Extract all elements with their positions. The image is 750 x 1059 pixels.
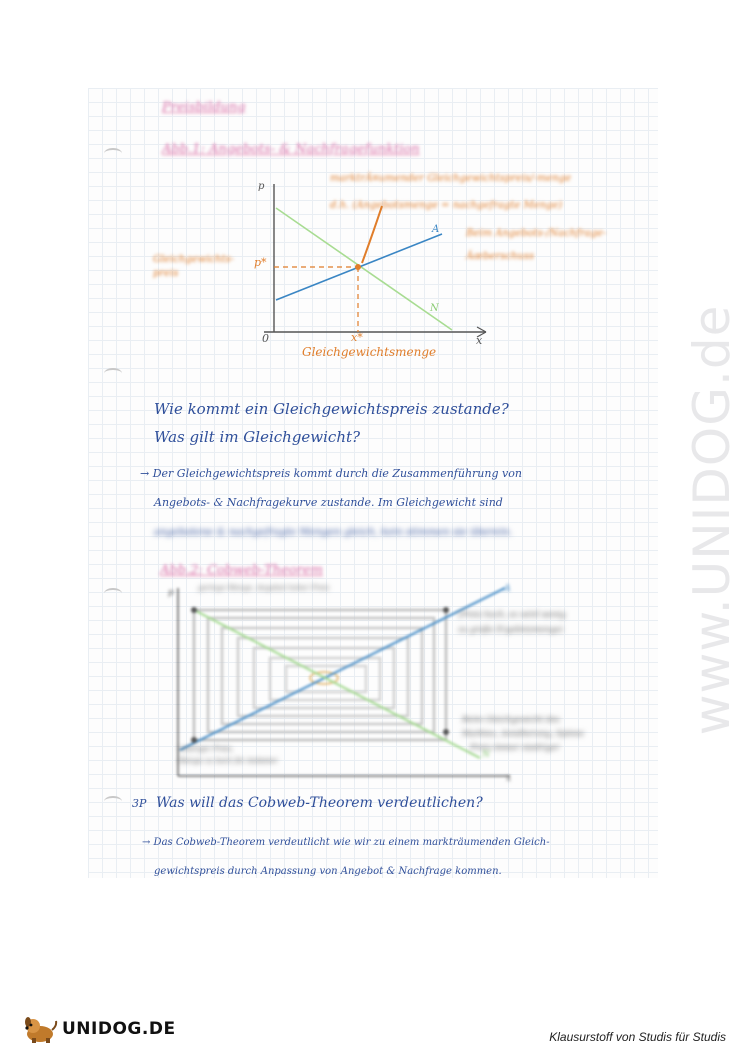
logo-text: UNIDOG.DE	[62, 1019, 176, 1039]
answer1-line2: Angebots- & Nachfragekurve zustande. Im Gleichgewicht sind	[154, 496, 503, 509]
note-bottom-left: niedriger Preis,	[178, 745, 234, 753]
punch-hole-mark	[104, 588, 122, 599]
origin-label: 0	[262, 332, 269, 345]
punch-hole-mark	[104, 368, 122, 379]
annotation-line4: Ãœberschuss	[466, 251, 535, 262]
figure1-chart	[140, 160, 660, 370]
figure1-y-axis-label: p	[258, 181, 265, 192]
answer1-line1: → Der Gleichgewichtspreis kommt durch die Zusammenführung von	[140, 467, 522, 480]
answer3-line1: → Das Cobweb-Theorem verdeutlicht wie wir zu einem markträumenden Gleich-	[142, 837, 550, 848]
punch-hole-mark	[104, 796, 122, 807]
note-right-top: (Preis hoch, es wird wenig	[458, 610, 566, 619]
p-star-label: p*	[254, 256, 267, 269]
note-right-bottom-3: Preis immer niedriger	[470, 743, 560, 752]
question3-text: Was will das Cobweb-Theorem verdeutlichen?	[156, 795, 483, 811]
dog-logo-icon	[22, 1014, 58, 1044]
figure2-y-axis-label: p	[168, 588, 174, 598]
answer1-line3: angebotene & nachgefragte Mengen gleich, kein stimmen sie überein.	[154, 527, 513, 538]
note-bottom-left-2: Menge zu hoch für Anbieter	[178, 757, 278, 765]
watermark: www.UNIDOG.de	[683, 304, 741, 736]
annotation-line3: Beim Angebots-/Nachfrage-	[466, 228, 607, 239]
equilibrium-point	[355, 264, 361, 270]
figure1-title: Abb.1: Angebots- & Nachfragefunktion	[162, 142, 420, 157]
note-top-left: geringe Menge, Angebot hoher Preis	[198, 584, 330, 592]
eq-quantity-label: Gleichgewichtsmenge	[302, 345, 437, 359]
annotation-line2: d.h. (Angebotsmenge = nachgefragte Menge)	[330, 200, 563, 211]
question3-points: 3P	[132, 797, 147, 810]
note-right-bottom-2: Marktes, Annäherung, Spinne	[462, 729, 585, 738]
x-star-label: x*	[351, 331, 363, 344]
supply-line	[180, 588, 505, 750]
note-right-top-2: zu große Ergebnismenge)	[458, 625, 564, 634]
question-2: Was gilt im Gleichgewicht?	[154, 428, 361, 446]
demand-curve	[276, 208, 452, 330]
punch-hole-mark	[104, 148, 122, 159]
figure2-x-axis-label: x	[506, 774, 512, 784]
figure2-demand-label: N	[482, 750, 490, 760]
eq-price-label: Gleichgewichts-	[153, 254, 234, 265]
annotation-line1: marktrÃ¤umender Gleichgewichtspreis/-menge	[330, 173, 572, 184]
figure2-supply-label: A	[504, 584, 511, 594]
figure2-title: Abb.2: Cobweb-Theorem	[160, 563, 323, 578]
question-1: Wie kommt ein Gleichgewichtspreis zustande?	[154, 400, 509, 418]
note-right-bottom: Beim Gleichgewicht des	[462, 715, 560, 724]
annotation-arrow	[362, 206, 382, 263]
supply-label: A	[432, 224, 440, 235]
demand-label: N	[430, 303, 439, 314]
footer-tagline: Klausurstoff von Studis für Studis	[549, 1030, 726, 1044]
figure1-x-axis-label: x	[476, 334, 483, 347]
eq-price-label-2: preis	[153, 268, 179, 279]
footer-logo[interactable]	[22, 1014, 176, 1044]
section-title: Preisbildung	[162, 100, 246, 115]
answer3-line2: gewichtspreis durch Anpassung von Angebot & Nachfrage kommen.	[154, 866, 502, 877]
